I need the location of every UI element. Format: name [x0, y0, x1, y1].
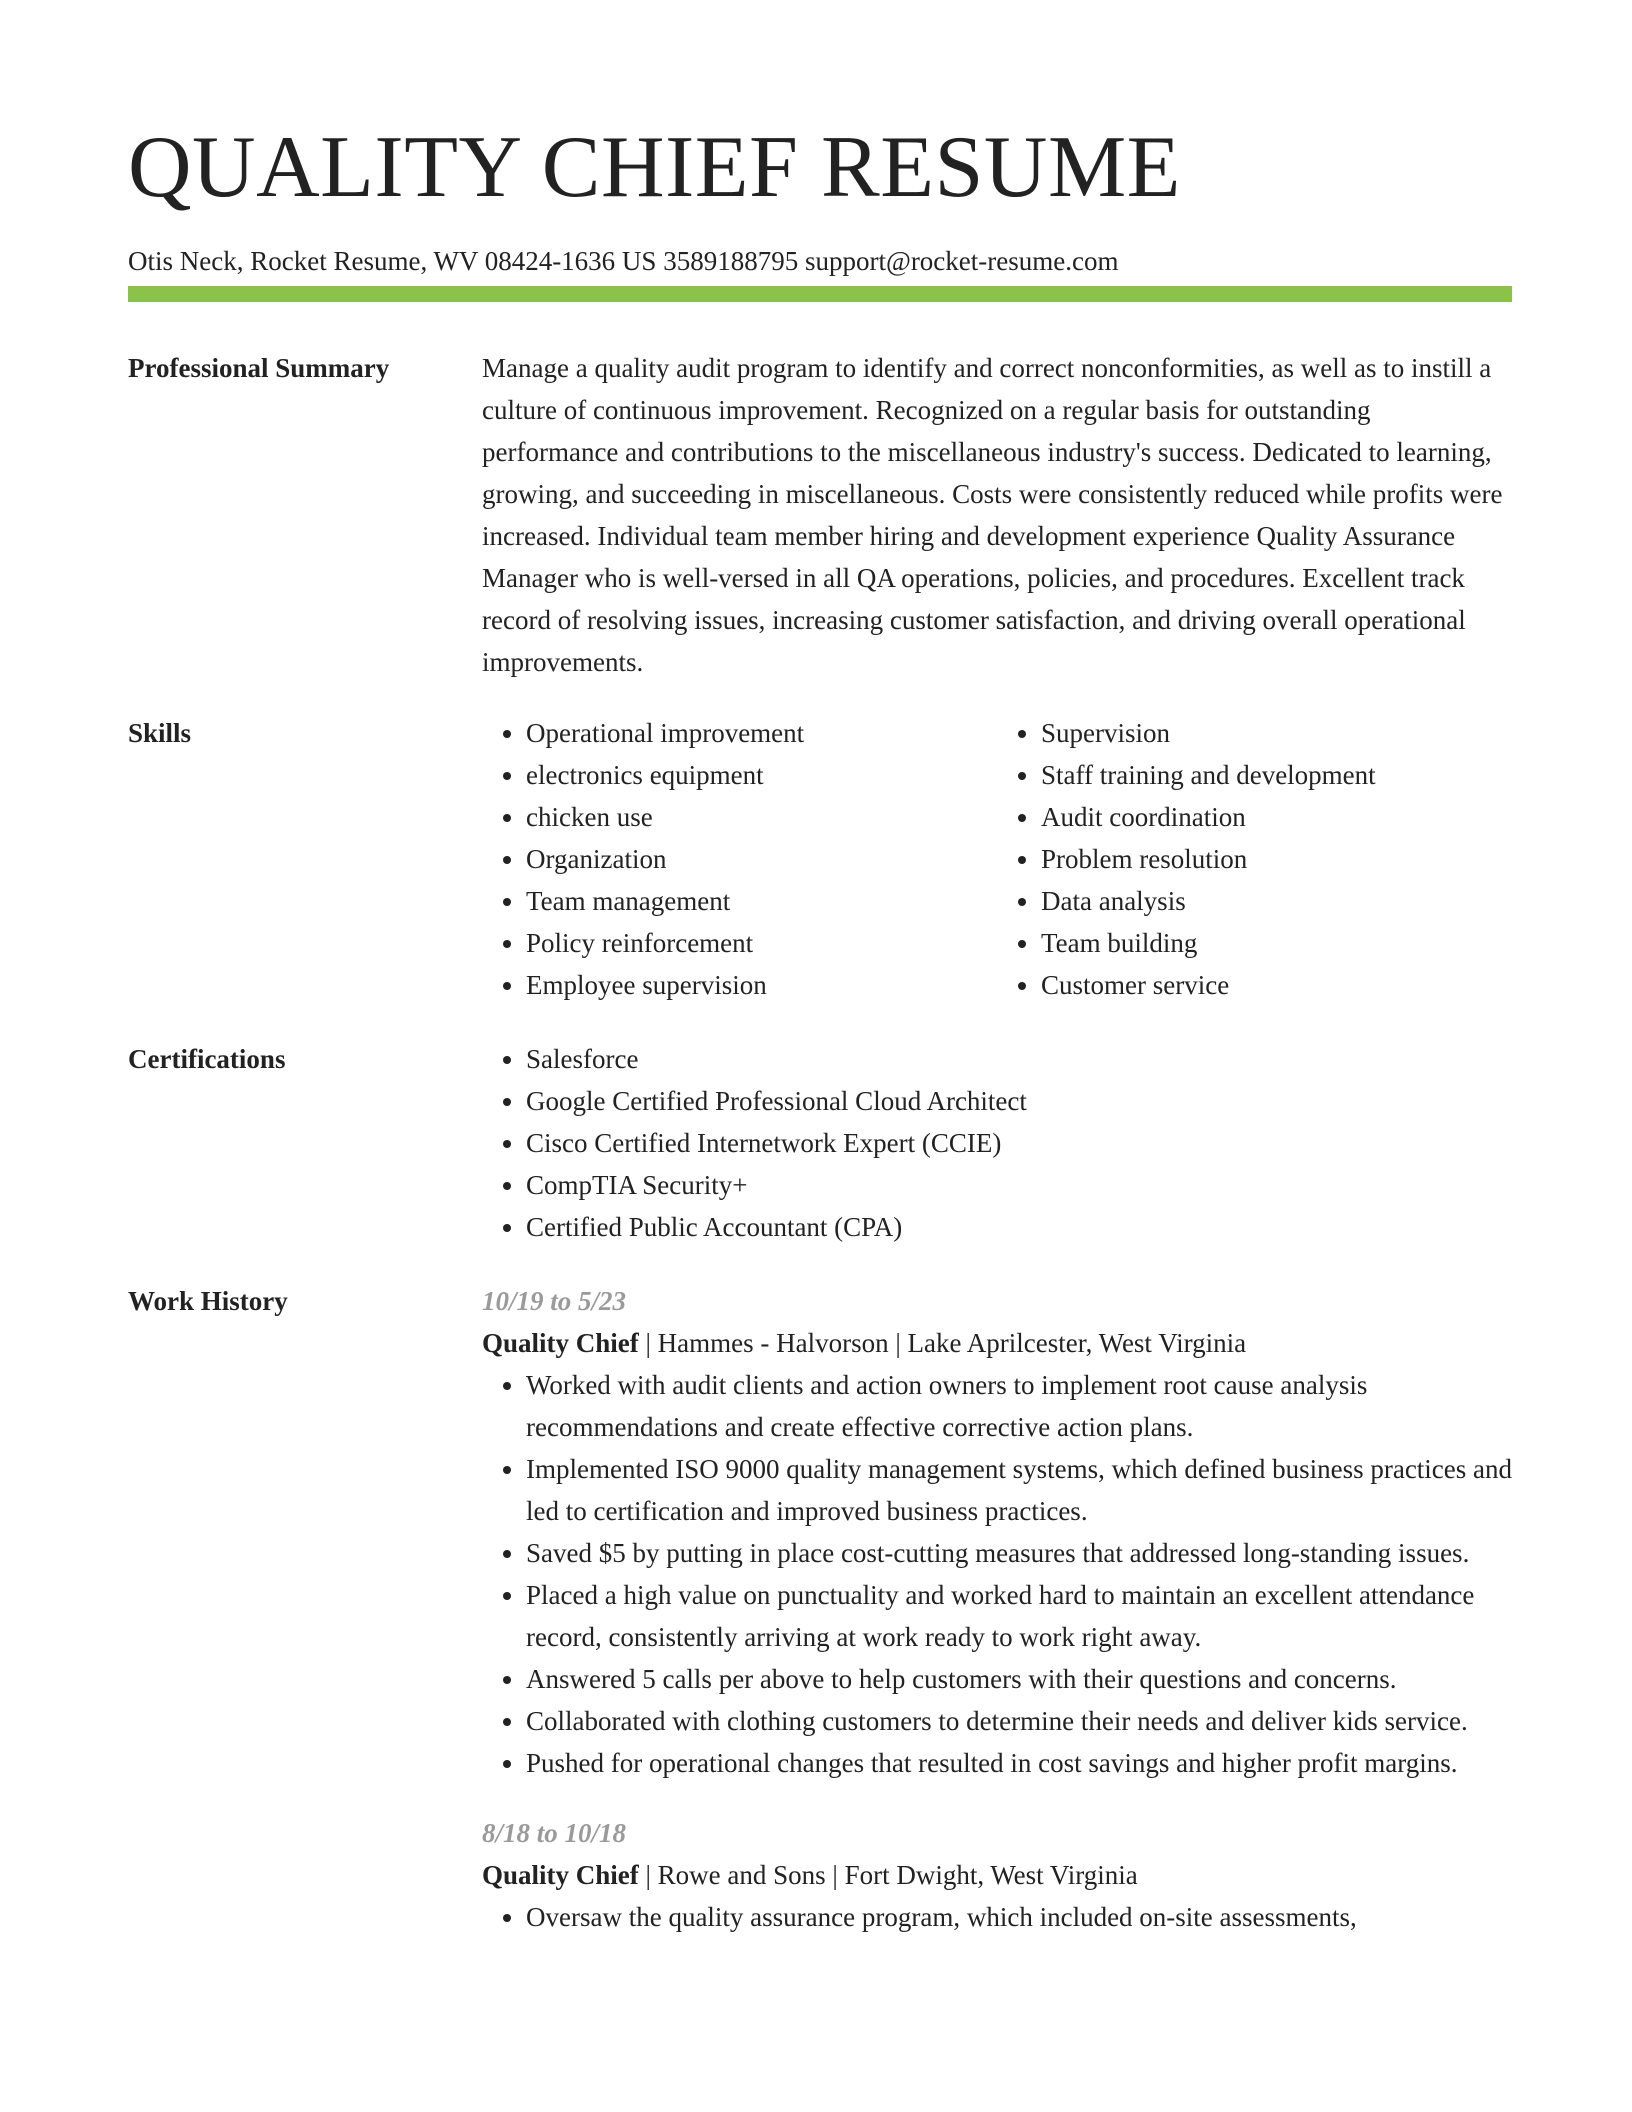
- summary-text: Manage a quality audit program to identify and correct nonconformities, as well as to instill a culture of continuous improvement. Recognized on a regular basis for outstanding performance and contributions to the miscellaneous industry's success. Dedicated to learning, growing, and succeeding in miscellaneous. Costs were consistently reduced while profits were increased. Individual team member hiring and development experience Quality Assurance Manager who is well-versed in all QA operations, policies, and procedures. Excellent track record of resolving issues, increasing customer satisfaction, and driving overall operational improvements.: [482, 353, 1503, 677]
- job-bullets: [482, 1896, 1512, 1938]
- job-bullet: • Saved $5 by putting in place cost-cutting measures that addressed long-standing issues.: [526, 1532, 1512, 1574]
- work-history-body: [482, 1280, 1512, 1966]
- skill-item: • Customer service: [1041, 964, 1512, 1006]
- job-bullet: • Answered 5 calls per above to help customers with their questions and concerns.: [526, 1658, 1512, 1700]
- resume-title: QUALITY CHIEF RESUME: [128, 119, 1181, 216]
- skills-body: [482, 712, 1512, 1006]
- skill-item: • electronics equipment: [526, 754, 997, 796]
- skill-item: • Staff training and development: [1041, 754, 1512, 796]
- work-history-label: Work History: [128, 1286, 288, 1316]
- skills-label: Skills: [128, 718, 192, 748]
- skills-list-left: [482, 712, 997, 1006]
- job-bullet: • Worked with audit clients and action owners to implement root cause analysis recommendations and create effective corrective action plans.: [526, 1364, 1512, 1448]
- job-entry: [482, 1280, 1512, 1784]
- job-dates: 10/19 to 5/23: [482, 1286, 627, 1316]
- skill-item: • Policy reinforcement: [526, 922, 997, 964]
- summary-label: Professional Summary: [128, 353, 390, 383]
- certifications-label: Certifications: [128, 1044, 286, 1074]
- skill-item: • Organization: [526, 838, 997, 880]
- certification-item: • Cisco Certified Internetwork Expert (CCIE): [526, 1122, 1512, 1164]
- job-dates: 8/18 to 10/18: [482, 1818, 627, 1848]
- job-details: | Rowe and Sons | Fort Dwight, West Virginia: [638, 1860, 1138, 1890]
- summary-body: [482, 347, 1512, 683]
- job-bullets: [482, 1364, 1512, 1784]
- skill-item: • Team management: [526, 880, 997, 922]
- job-heading: [482, 1322, 1512, 1364]
- job-details: | Hammes - Halvorson | Lake Aprilcester, West Virginia: [638, 1328, 1247, 1358]
- header-divider: [128, 286, 1512, 302]
- skill-item: • chicken use: [526, 796, 997, 838]
- skill-item: • Operational improvement: [526, 712, 997, 754]
- certification-item: • Certified Public Accountant (CPA): [526, 1206, 1512, 1248]
- resume-header: [128, 118, 1512, 278]
- skill-item: • Data analysis: [1041, 880, 1512, 922]
- job-bullet: • Collaborated with clothing customers to determine their needs and deliver kids service.: [526, 1700, 1512, 1742]
- skill-item: • Supervision: [1041, 712, 1512, 754]
- job-heading: [482, 1854, 1512, 1896]
- job-bullet: • Placed a high value on punctuality and worked hard to maintain an excellent attendance record, consistently arriving at work ready to work right away.: [526, 1574, 1512, 1658]
- certifications-list: [482, 1038, 1512, 1248]
- skill-item: • Employee supervision: [526, 964, 997, 1006]
- job-title: Quality Chief: [482, 1860, 639, 1890]
- job-bullet: • Oversaw the quality assurance program, which included on-site assessments,: [526, 1896, 1512, 1938]
- contact-line: Otis Neck, Rocket Resume, WV 08424-1636 US 3589188795 support@rocket-resume.com: [128, 246, 1119, 276]
- certifications-body: [482, 1038, 1512, 1248]
- job-bullet: • Implemented ISO 9000 quality management systems, which defined business practices and led to certification and improved business practices.: [526, 1448, 1512, 1532]
- job-bullet: • Pushed for operational changes that resulted in cost savings and higher profit margins.: [526, 1742, 1512, 1784]
- skills-list-right: [997, 712, 1512, 1006]
- skill-item: • Audit coordination: [1041, 796, 1512, 838]
- skill-item: • Team building: [1041, 922, 1512, 964]
- job-entry: [482, 1812, 1512, 1938]
- certification-item: • Salesforce: [526, 1038, 1512, 1080]
- skill-item: • Problem resolution: [1041, 838, 1512, 880]
- certification-item: • CompTIA Security+: [526, 1164, 1512, 1206]
- certification-item: • Google Certified Professional Cloud Architect: [526, 1080, 1512, 1122]
- job-title: Quality Chief: [482, 1328, 639, 1358]
